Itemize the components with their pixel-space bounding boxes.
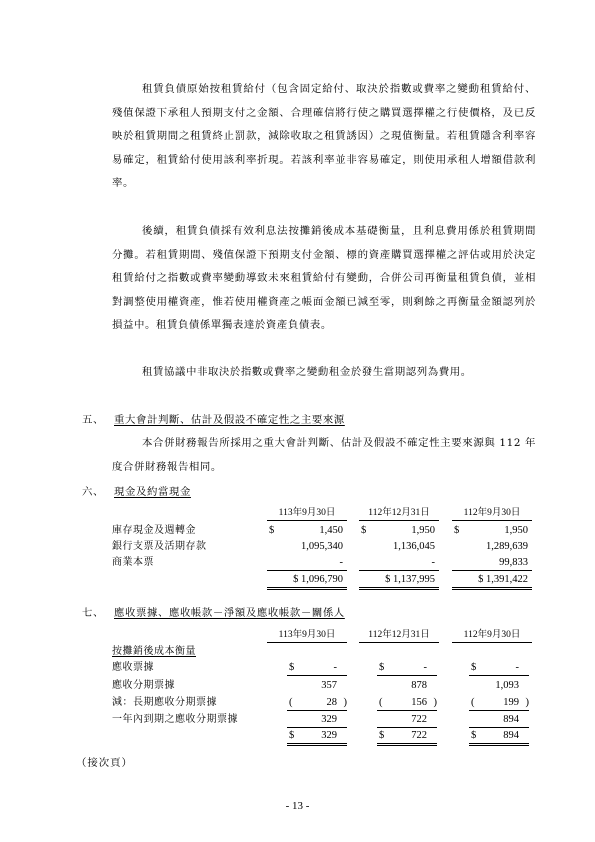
receivables-cell: $ -	[469, 660, 529, 676]
cash-cell: 1,289,639	[486, 541, 528, 552]
row-label: 商業本票	[112, 557, 154, 568]
row-label: 減：長期應收分期票據	[112, 697, 217, 708]
cash-cell: 1,095,340	[301, 541, 343, 552]
table-row	[112, 539, 542, 554]
receivables-cell: 722	[377, 712, 437, 728]
receivables-header-col2: 112年12月31日	[359, 628, 439, 643]
receivables-total: $ 722	[377, 728, 437, 746]
receivables-total: $ 894	[469, 728, 529, 746]
paragraph-judgments: 本合併財務報告所採用之重大會計判斷、估計及假設不確定性主要來源與 112 年度合併財務報告相同。	[112, 437, 536, 473]
section-7-heading	[82, 605, 345, 621]
section-5-heading	[82, 412, 345, 428]
receivables-cell: $ -	[287, 660, 347, 676]
cash-total: $ 1,096,790	[267, 572, 347, 590]
section-7-number: 七、	[82, 607, 104, 619]
table-row	[112, 523, 542, 538]
row-label: 應收分期票據	[112, 680, 175, 691]
row-label: 應收票據	[112, 662, 154, 673]
table-row	[112, 555, 542, 570]
table-row	[112, 660, 542, 675]
cash-cell: -	[267, 555, 347, 571]
receivables-header-col3: 112年9月30日	[452, 628, 532, 643]
receivables-cell: 329	[287, 712, 347, 728]
page-number: - 13 -	[285, 800, 310, 812]
paragraph-variable-rent: 租賃協議中非取決於指數或費率之變動租金於發生當期認列為費用。	[142, 366, 472, 378]
paragraph-lease-liability-initial: 租賃負債原始按租賃給付（包含固定給付、取決於指數或費率之變動租賃給付、殘值保證下承租人預期支付之金額、合理確信將行使之購買選擇權之行使價格，及已反映於租賃期間之租賃終止罰款，減除收取之租賃誘因）之現值衡量。若租賃隱含利率容易確定，租賃給付使用該利率折現。若該利率並非容易確定，則使用承租人增額借款利率。	[112, 83, 536, 189]
section-5-number: 五、	[82, 414, 104, 426]
table-row	[112, 678, 542, 693]
receivables-cell: ( 199 )	[469, 695, 529, 711]
row-label: 銀行支票及活期存款	[112, 541, 207, 552]
receivables-total: $ 329	[287, 728, 347, 746]
section-6-number: 六、	[82, 486, 104, 498]
cash-header-col3: 112年9月30日	[452, 506, 532, 521]
cash-total: $ 1,137,995	[359, 572, 439, 590]
cash-total: $ 1,391,422	[452, 572, 532, 590]
cash-cell: -	[359, 555, 439, 571]
cash-cell: 99,833	[452, 555, 532, 571]
cash-cell: 1,136,045	[393, 541, 435, 552]
row-label: 一年內到期之應收分期票據	[112, 714, 238, 725]
receivables-cell: 357	[321, 680, 337, 691]
table-row	[112, 695, 542, 710]
cash-cell: $ 1,450	[269, 525, 343, 536]
table-row	[112, 712, 542, 727]
table-subheading	[112, 644, 542, 659]
receivables-cell: 878	[411, 680, 427, 691]
receivables-cell: ( 28 )	[287, 695, 347, 711]
subheading-label: 按攤銷後成本衡量	[112, 646, 196, 657]
receivables-cell: ( 156 )	[377, 695, 437, 711]
continued-note: （接次頁）	[76, 757, 133, 769]
cash-cell: $ 1,950	[454, 525, 528, 536]
section-5-title: 重大會計判斷、估計及假設不確定性之主要來源	[114, 414, 345, 426]
table-row-total	[112, 728, 542, 743]
cash-header-col2: 112年12月31日	[359, 506, 439, 521]
cash-cell: $ 1,950	[361, 525, 435, 536]
paragraph-lease-liability-subsequent: 後續，租賃負債採有效利息法按攤銷後成本基礎衡量，且利息費用係於租賃期間分攤。若租賃期間、殘值保證下預期支付金額、標的資產購買選擇權之評估或用於決定租賃給付之指數或費率變動導致未來租賃給付有變動，合併公司再衡量租賃負債，並相對調整使用權資產，惟若使用權資產之帳面金額已減至零，則剩餘之再衡量金額認列於損益中。租賃負債係單獨表達於資產負債表。	[112, 225, 536, 331]
receivables-cell: 1,093	[495, 680, 519, 691]
receivables-cell: $ -	[377, 660, 437, 676]
table-row-total	[112, 572, 542, 587]
section-7-title: 應收票據、應收帳款－淨額及應收帳款－關係人	[114, 607, 345, 619]
section-6-heading	[82, 484, 191, 500]
receivables-header-col1: 113年9月30日	[267, 628, 347, 643]
row-label: 庫存現金及週轉金	[112, 525, 196, 536]
section-6-title: 現金及約當現金	[114, 486, 191, 498]
cash-header-col1: 113年9月30日	[267, 506, 347, 521]
receivables-cell: 894	[469, 712, 529, 728]
